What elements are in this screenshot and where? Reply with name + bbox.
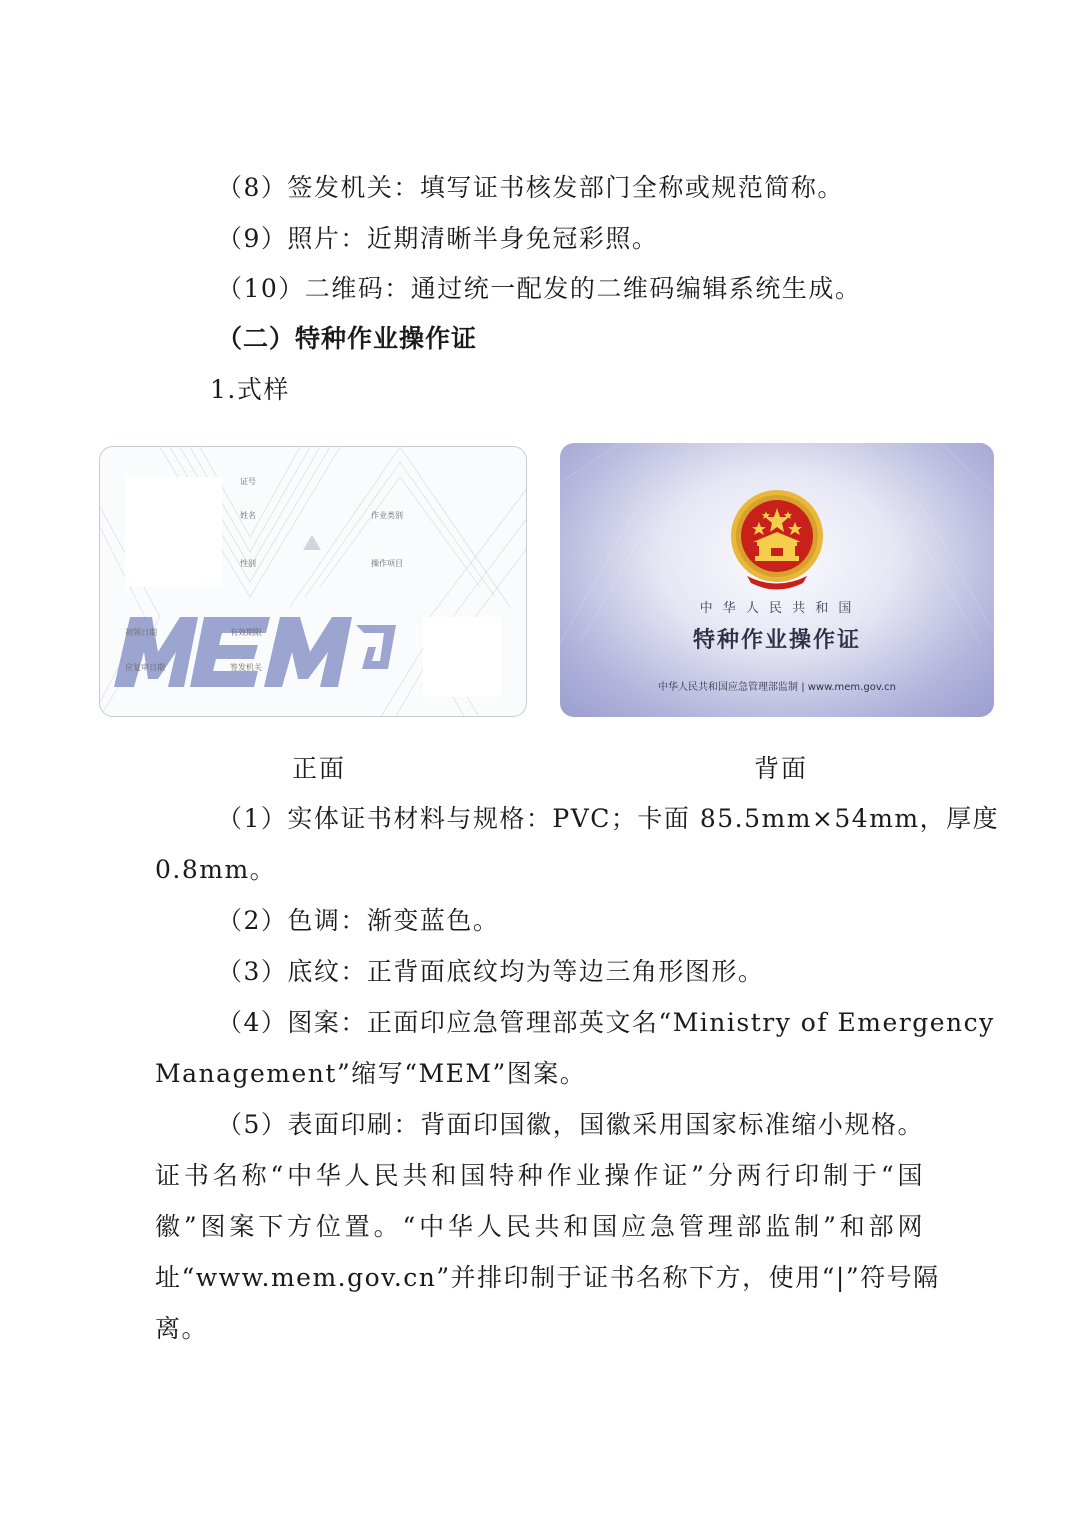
label-cert-no: 证号 [240,477,256,486]
para-3: （3）底纹：正背面底纹均为等边三角形图形。 [217,957,765,986]
item-10-qrcode: （10）二维码：通过统一配发的二维码编辑系统生成。 [217,274,862,303]
para-5-line-2: 证书名称“中华人民共和国特种作业操作证”分两行印制于“国 [155,1161,924,1190]
back-card-title: 特种作业操作证 [692,628,861,653]
label-issuer: 签发机关 [230,663,262,672]
label-category: 作业类别 [371,511,403,520]
item-9-photo: （9）照片：近期清晰半身免冠彩照。 [217,224,659,253]
para-2: （2）色调：渐变蓝色。 [217,906,500,935]
sub-heading-sample: 1.式样 [210,375,290,404]
para-5-line-5: 离。 [155,1314,209,1343]
back-guilloche-pattern [560,443,994,717]
para-5-line-3: 徽”图案下方位置。“中华人民共和国应急管理部监制”和部网 [155,1212,924,1241]
para-5-line-1: （5）表面印刷：背面印国徽，国徽采用国家标准缩小规格。 [217,1110,924,1139]
para-1-line-1: （1）实体证书材料与规格：PVC；卡面 85.5mm×54mm，厚度 [217,804,1000,833]
national-emblem-icon [731,490,823,590]
label-first-issue: 初领日期 [125,628,157,637]
card-front-image [99,446,527,717]
label-review: 应复审日期 [125,663,165,672]
label-item: 操作项目 [371,559,403,568]
caption-front: 正面 [292,754,347,783]
caption-back: 背面 [754,754,809,783]
label-name: 姓名 [240,511,256,520]
item-8-issuer: （8）签发机关：填写证书核发部门全称或规范简称。 [217,173,844,202]
back-country-name: 中 华 人 民 共 和 国 [699,601,855,616]
back-footer: 中华人民共和国应急管理部监制 | www.mem.gov.cn [658,682,896,693]
para-4-line-1: （4）图案：正面印应急管理部英文名“Ministry of Emergency [217,1008,995,1037]
para-5-line-4: 址“www.mem.gov.cn”并排印制于证书名称下方，使用“|”符号隔 [155,1263,940,1292]
photo-area [125,477,222,587]
para-1-line-2: 0.8mm。 [155,855,277,884]
section-heading: （二）特种作业操作证 [217,324,478,353]
card-back-image [560,443,994,717]
para-4-line-2: Management”缩写“MEM”图案。 [155,1059,587,1088]
qr-code-area [423,617,501,697]
label-valid: 有效期限 [230,628,262,637]
label-gender: 性别 [240,559,256,568]
